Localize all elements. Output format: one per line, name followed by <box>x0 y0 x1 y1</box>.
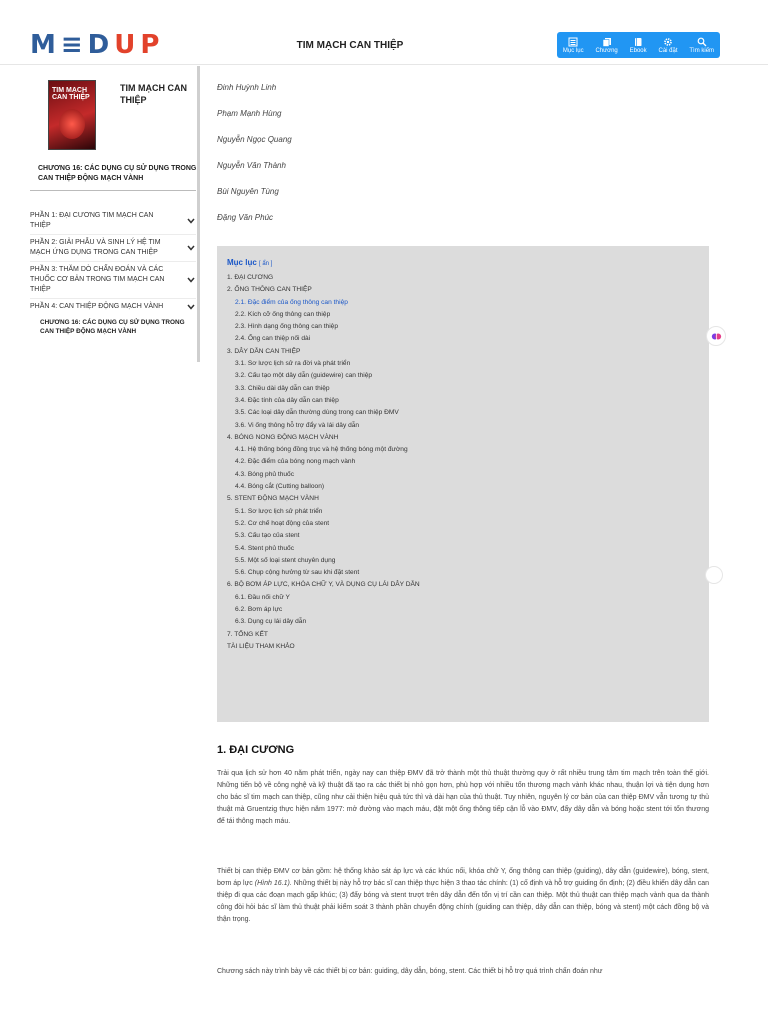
chevron-down-icon <box>186 303 196 311</box>
toc-item[interactable]: 5.4. Stent phủ thuốc <box>235 544 295 552</box>
chapter-button-label: Chương <box>595 47 618 54</box>
toc-panel <box>217 246 709 722</box>
ai-assistant-button[interactable] <box>706 326 726 346</box>
toc-item[interactable]: 6.2. Bơm áp lực <box>235 606 283 614</box>
page-title: TIM MẠCH CAN THIỆP <box>296 40 404 51</box>
author-name: Đinh Huỳnh Linh <box>217 83 277 92</box>
chevron-down-icon <box>186 244 196 252</box>
heart-image <box>59 109 85 139</box>
paragraph-text: Thiết bị can thiệp ĐMV cơ bản gồm: hệ thống khảo sát áp lực và các khúc nối, khóa chữ Y, ống thông can thiệp (guiding), dây dẫn (guidewire), bóng, stent, bơm áp lực <box>217 868 709 887</box>
paragraph: Trải qua lịch sử hơn 40 năm phát triển, ngày nay can thiệp ĐMV đã trở thành một thủ thuật thường quy ở rất nhiều trung tâm tim mạch trên toàn thế giới. Những tiến bộ về công nghệ và kỹ thuật đã tạo ra các thiết bị nhỏ gọn hơn, phù hợp với nhiều tổn thương mạch vành khác nhau, thuận lợi và tiện dụng hơn cho bác sĩ tim mạch can thiệp, cũng như cải thiện hiệu quả tức thì và dài hạn của thủ thuật. Tuy nhiên, nguyên lý cơ bản của can thiệp ĐMV vẫn tương tự thủ thuật mà Gruentzig thực hiện năm 1977: mở đường vào mạch máu, đặt một ống thông tiếp cận lỗ vào ĐMV, đẩy dây dẫn và bóng hoặc stent tới tổn thương để tái thông mạch máu. <box>217 770 709 825</box>
book-cover-title: TIM MẠCH CAN THIỆP <box>52 87 90 101</box>
author-list <box>217 80 292 236</box>
settings-button[interactable] <box>658 37 677 54</box>
author-name: Nguyễn Ngọc Quang <box>217 135 292 144</box>
toc-item[interactable]: 6. BỘ BƠM ÁP LỰC, KHÓA CHỮ Y, VÀ DỤNG CỤ LÁI DÂY DẪN <box>227 581 420 589</box>
toc-item[interactable]: TÀI LIỆU THAM KHẢO <box>227 642 295 650</box>
ebook-button[interactable] <box>630 37 647 54</box>
toc-item[interactable]: 1. ĐẠI CƯƠNG <box>227 274 274 281</box>
chevron-down-icon <box>186 276 196 284</box>
toc-item[interactable]: 3.1. Sơ lược lịch sử ra đời và phát triển <box>235 360 351 368</box>
settings-button-label: Cài đặt <box>658 47 678 54</box>
toc-button[interactable] <box>563 37 584 54</box>
gear-icon <box>663 37 673 47</box>
chapter-title[interactable]: CHƯƠNG 16: CÁC DỤNG CỤ SỬ DỤNG TRONG CAN THIỆP ĐỘNG MẠCH VÀNH <box>38 165 197 182</box>
side-toggle-button[interactable] <box>705 566 723 584</box>
sidebar-scrollbar[interactable] <box>197 66 200 362</box>
toc-item[interactable]: 4.4. Bóng cắt (Cutting balloon) <box>235 483 325 491</box>
search-icon <box>697 37 707 47</box>
toc-item[interactable]: 4. BÓNG NONG ĐỘNG MẠCH VÀNH <box>227 433 339 441</box>
book-cover[interactable] <box>48 80 96 150</box>
toc-item[interactable]: 5.2. Cơ chế hoạt động của stent <box>235 519 330 527</box>
toc-hide-link[interactable]: [ ẩn ] <box>259 261 273 267</box>
sidebar-item-part-4[interactable] <box>30 299 196 315</box>
toolbar <box>557 32 720 58</box>
chevron-down-icon <box>186 217 196 225</box>
ebook-button-label: Ebook <box>629 47 647 54</box>
toc-item[interactable]: 3.5. Các loại dây dẫn thường dùng trong can thiệp ĐMV <box>235 409 399 417</box>
toc-item[interactable]: 2.1. Đặc điểm của ống thông can thiệp <box>235 298 348 306</box>
book-icon <box>633 37 643 47</box>
sidebar-item-chapter-16[interactable]: CHƯƠNG 16: CÁC DỤNG CỤ SỬ DỤNG TRONG CAN THIỆP ĐỘNG MẠCH VÀNH <box>40 319 185 335</box>
toc-item[interactable]: 2.3. Hình dạng ống thông can thiệp <box>235 323 339 331</box>
search-button-label: Tìm kiếm <box>689 47 715 54</box>
author-name: Nguyễn Văn Thành <box>217 161 286 170</box>
paragraph: Chương sách này trình bày về các thiết bị cơ bản: guiding, dây dẫn, bóng, stent. Các thiết bị hỗ trợ quá trình chẩn đoán như <box>217 968 603 975</box>
toc-header <box>227 258 272 267</box>
toc-item[interactable]: 4.1. Hệ thống bóng đồng trục và hệ thống bóng một đường <box>235 446 408 454</box>
part-label: PHẦN 2: GIẢI PHẪU VÀ SINH LÝ HỆ TIM MẠCH ỨNG DỤNG TRONG CAN THIỆP <box>30 239 161 256</box>
author-name: Phạm Mạnh Hùng <box>217 109 282 118</box>
sidebar-divider <box>30 190 196 191</box>
toc-item[interactable]: 3.2. Cấu tạo một dây dẫn (guidewire) can thiệp <box>235 372 373 380</box>
toc-button-label: Mục lục <box>562 47 584 54</box>
toc-item[interactable]: 6.1. Đầu nối chữ Y <box>235 593 290 601</box>
sidebar-item-part-1[interactable] <box>30 208 196 235</box>
sidebar <box>26 66 200 966</box>
toc-item[interactable]: 5.1. Sơ lược lịch sử phát triển <box>235 507 323 515</box>
figure-reference[interactable]: (Hình 16.1). <box>254 880 292 887</box>
paragraph-text: Những thiết bị này hỗ trợ bác sĩ can thiệp thực hiện 3 thao tác chính: (1) cố định và hỗ trợ guiding ổn định; (2) điều khiển dây dẫn can thiệp đi qua các đoạn mạch gấp khúc; (3) đẩy bóng và stent trượt trên dây dẫn đến tổn vị trí cần can thiệp. Một thủ thuật can thiệp mạch vành qua da thành công đòi hỏi bác sĩ làm thủ thuật phải kiểm soát 3 thành phần chuyển động chính (guiding can thiệp, dây dẫn can thiệp, bóng và stent) một cách đồng bộ và thận trọng. <box>217 880 709 923</box>
author-name: Bùi Nguyên Tùng <box>217 187 279 196</box>
section-heading: 1. ĐẠI CƯƠNG <box>217 744 295 756</box>
toc-list <box>227 272 697 653</box>
toc-item[interactable]: 4.3. Bóng phủ thuốc <box>235 470 295 478</box>
toc-item[interactable]: 5. STENT ĐỘNG MẠCH VÀNH <box>227 495 319 503</box>
copy-icon <box>602 37 612 47</box>
brain-icon <box>711 331 722 342</box>
paragraph <box>217 866 709 950</box>
toc-item[interactable]: 5.5. Một số loại stent chuyên dụng <box>235 556 336 564</box>
part-list <box>30 208 196 339</box>
toc-item[interactable]: 2.4. Ống can thiệp nối dài <box>235 335 311 343</box>
sidebar-item-part-3[interactable] <box>30 262 196 299</box>
toc-item[interactable]: 3.3. Chiều dài dây dẫn can thiệp <box>235 384 330 392</box>
toc-item[interactable]: 3. DÂY DẪN CAN THIỆP <box>227 347 301 355</box>
toc-item[interactable]: 5.6. Chụp cộng hưởng từ sau khi đặt stent <box>235 569 360 577</box>
author-name: Đặng Văn Phúc <box>217 213 274 222</box>
toc-item[interactable]: 2. ỐNG THÔNG CAN THIỆP <box>227 286 312 294</box>
toc-item[interactable]: 4.2. Đặc điểm của bóng nong mạch vành <box>235 458 356 466</box>
toc-item[interactable]: 6.3. Dụng cụ lái dây dẫn <box>235 618 307 626</box>
sidebar-item-part-2[interactable] <box>30 235 196 262</box>
search-button[interactable] <box>689 37 714 54</box>
medup-logo[interactable]: M≡DUP <box>30 30 165 60</box>
toc-item[interactable]: 5.3. Cấu tạo của stent <box>235 532 300 540</box>
part-label: PHẦN 1: ĐẠI CƯƠNG TIM MẠCH CAN THIỆP <box>30 212 154 229</box>
part-label: PHẦN 3: THĂM DÒ CHẨN ĐOÁN VÀ CÁC THUỐC CƠ BẢN TRONG TIM MẠCH CAN THIỆP <box>30 266 165 293</box>
toc-item[interactable]: 3.4. Đặc tính của dây dẫn can thiệp <box>235 396 339 404</box>
chapter-button[interactable] <box>595 37 617 54</box>
toc-item[interactable]: 7. TỔNG KẾT <box>227 630 268 638</box>
app-header <box>0 0 768 65</box>
book-title[interactable]: TIM MẠCH CAN THIỆP <box>120 83 187 105</box>
list-icon <box>568 37 578 47</box>
toc-title: Mục lục <box>227 258 257 267</box>
toc-item[interactable]: 2.2. Kích cỡ ống thông can thiệp <box>235 310 331 318</box>
toc-item[interactable]: 3.6. Vi ống thông hỗ trợ đẩy và lái dây dẫn <box>235 421 360 429</box>
part-label: PHẦN 4: CAN THIỆP ĐỘNG MẠCH VÀNH <box>30 303 164 310</box>
